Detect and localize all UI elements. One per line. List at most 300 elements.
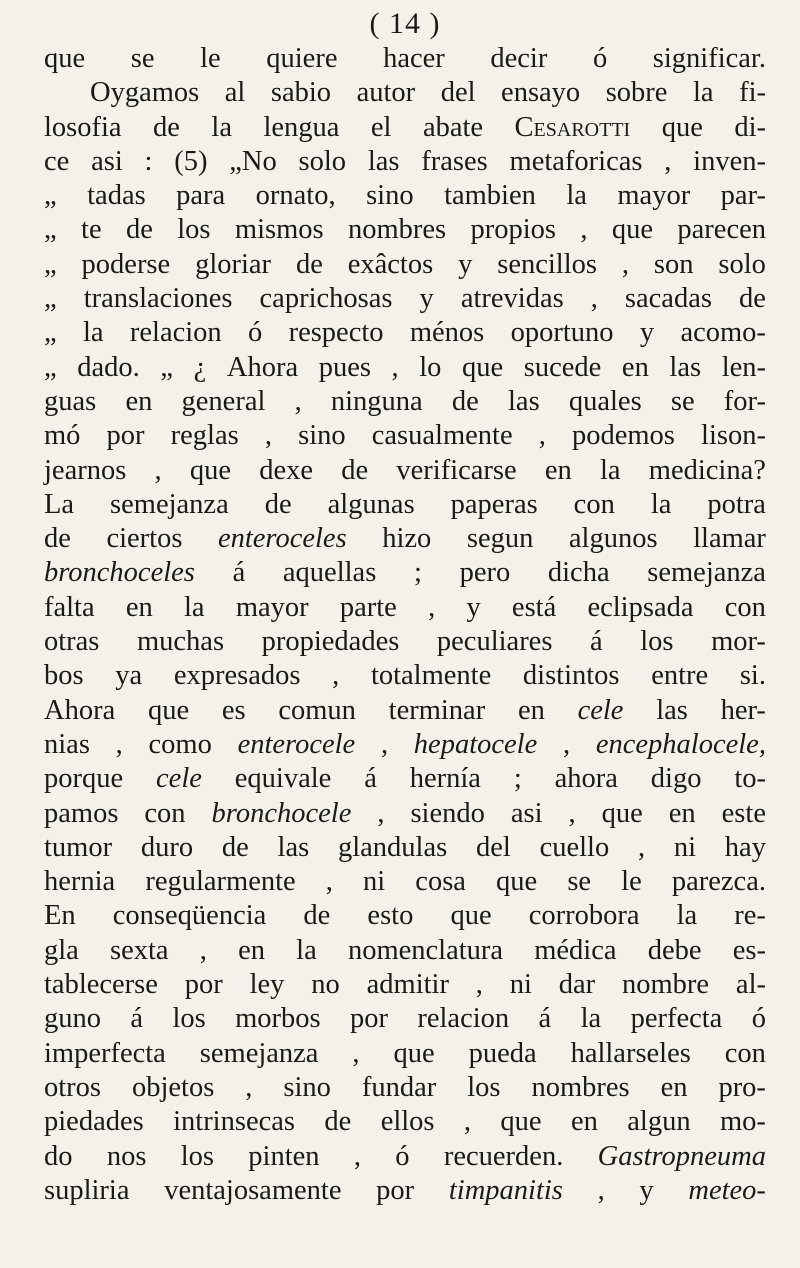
word: ,	[568, 797, 576, 829]
word: sino	[298, 420, 346, 452]
text-line	[44, 797, 766, 831]
word: jearnos	[44, 454, 127, 486]
word: las	[508, 385, 540, 417]
word: ,	[380, 728, 389, 760]
word: totalmente	[370, 660, 492, 692]
word: que	[147, 694, 190, 726]
word: conseqüencia	[112, 900, 267, 932]
word: ,	[332, 660, 340, 692]
word: los	[467, 1071, 501, 1103]
word: el	[370, 111, 392, 143]
word: nombres	[347, 214, 447, 246]
word: á	[590, 626, 603, 658]
word: sino	[366, 180, 414, 212]
word: en	[668, 797, 696, 829]
word: bronchocele	[211, 797, 352, 829]
text-line	[44, 762, 766, 796]
word: del	[475, 831, 511, 863]
word: nos	[106, 1140, 147, 1172]
word: expresados	[173, 660, 301, 692]
word: nombres	[531, 1071, 630, 1103]
word: relacion	[129, 317, 222, 349]
word: que	[450, 900, 492, 932]
word: ,	[377, 797, 385, 829]
word: para	[176, 180, 226, 212]
text-line	[44, 934, 766, 968]
word: hay	[724, 831, 766, 863]
word: dado.	[77, 351, 140, 383]
word: :	[144, 145, 153, 177]
word: á	[232, 557, 246, 589]
word: La	[44, 488, 75, 520]
word: solo	[298, 145, 347, 177]
word: en	[125, 591, 153, 623]
word: ,	[590, 283, 598, 315]
word: cele	[156, 763, 202, 795]
word: supliria	[44, 1174, 130, 1206]
word: gla	[44, 934, 79, 966]
word: medicina?	[648, 454, 766, 486]
word: hernia	[44, 866, 116, 898]
word: con	[144, 797, 186, 829]
word: parecen	[677, 214, 766, 246]
word: segun	[466, 523, 534, 555]
word: peculiares	[436, 626, 553, 658]
word: paperas	[450, 488, 538, 520]
word: y	[458, 248, 473, 280]
word: ,	[597, 1174, 605, 1206]
word: sino	[283, 1071, 331, 1103]
word: lo	[419, 351, 442, 383]
word: de	[739, 283, 766, 315]
word: que	[189, 454, 232, 486]
word: las	[656, 694, 688, 726]
word: fundar	[361, 1071, 437, 1103]
word: parezca.	[671, 866, 766, 898]
word: de	[341, 454, 369, 486]
word: hernía	[409, 763, 481, 795]
word: ,	[353, 1140, 361, 1172]
word: dexe	[259, 454, 314, 486]
word: le	[200, 43, 221, 74]
word: ,	[463, 1106, 472, 1138]
word: con	[724, 591, 766, 623]
word: gloriar	[195, 248, 272, 280]
word: abate	[422, 111, 484, 143]
page-number: ( 14 )	[369, 7, 441, 40]
word: la	[296, 934, 317, 966]
text-line	[44, 865, 766, 899]
word: se	[670, 385, 695, 417]
word: ;	[513, 763, 522, 795]
word: ,	[475, 969, 483, 1001]
text-line	[44, 694, 766, 728]
text-line	[44, 1071, 766, 1105]
word: „	[44, 351, 57, 383]
word: to-	[734, 763, 766, 795]
word: ménos	[409, 317, 485, 349]
word: ,	[294, 385, 302, 417]
word: con	[724, 1037, 766, 1069]
word: de	[44, 523, 71, 555]
text-line	[44, 248, 766, 282]
word: general	[181, 385, 266, 417]
word: ,	[538, 420, 546, 452]
word: Ahora	[226, 351, 299, 383]
word: ni	[509, 969, 532, 1001]
text-line	[44, 899, 766, 933]
word: fi-	[739, 77, 766, 109]
word: la	[650, 488, 672, 520]
word: está	[511, 591, 557, 623]
word: pues	[318, 351, 371, 383]
word: cuello	[539, 831, 610, 863]
word: tadas	[87, 180, 146, 212]
word: „No	[229, 145, 277, 177]
word: nias	[44, 728, 90, 760]
word: admitir	[366, 969, 449, 1001]
word: que	[611, 214, 654, 246]
word: nombre	[622, 969, 710, 1001]
text-line	[44, 282, 766, 316]
word: significar.	[652, 43, 766, 74]
word: llamar	[693, 523, 766, 555]
word: al-	[735, 969, 766, 1001]
body-text	[44, 42, 766, 1208]
word: otros	[44, 1071, 101, 1103]
word: los	[640, 626, 674, 658]
word: for-	[723, 385, 766, 417]
word: la	[184, 591, 205, 623]
text-line	[44, 488, 766, 522]
text-line	[44, 76, 766, 110]
word: en	[125, 385, 153, 417]
word: regularmente	[145, 866, 296, 898]
word: hacer	[383, 43, 445, 74]
text-line	[44, 1140, 766, 1174]
word: sucede	[523, 351, 602, 383]
word: decir	[490, 43, 548, 74]
word: pro-	[718, 1071, 766, 1103]
word: ó	[248, 317, 263, 349]
word: te	[81, 214, 102, 246]
text-line	[44, 316, 766, 350]
word: debe	[647, 934, 702, 966]
word: mor-	[711, 626, 766, 658]
word: en	[570, 1106, 598, 1138]
word: la	[566, 180, 587, 212]
word: pero	[459, 557, 511, 589]
word: bos	[44, 660, 84, 692]
word: de	[153, 111, 180, 143]
word: dar	[558, 969, 596, 1001]
word: ,	[664, 145, 672, 177]
word: piedades	[44, 1106, 144, 1138]
word: dicha	[547, 557, 610, 589]
word: sabio	[270, 77, 332, 109]
word: ,	[264, 420, 272, 452]
word: aquellas	[282, 557, 377, 589]
word: imperfecta	[44, 1037, 166, 1069]
text-line	[44, 1105, 766, 1139]
word: sobre	[605, 77, 668, 109]
word: las	[277, 831, 310, 863]
word: de	[324, 1106, 352, 1138]
word: la	[82, 317, 104, 349]
word: siendo	[410, 797, 485, 829]
word: intrinsecas	[173, 1106, 295, 1138]
text-line	[44, 522, 766, 556]
word: de	[221, 831, 249, 863]
word: ,	[352, 1037, 360, 1069]
word: ó	[395, 1140, 410, 1172]
word: ventajosamente	[164, 1174, 342, 1206]
word: á	[130, 1003, 144, 1035]
word: cele	[577, 694, 624, 726]
word: do	[44, 1140, 73, 1172]
text-line	[44, 419, 766, 453]
word: tablecerse	[44, 969, 158, 1001]
text-line	[44, 831, 766, 865]
word: los	[180, 1140, 214, 1172]
word: ,	[562, 728, 571, 760]
word: de	[125, 214, 153, 246]
word: frases	[421, 145, 488, 177]
word: ó	[751, 1003, 766, 1035]
word: que	[393, 1037, 435, 1069]
word: translaciones	[83, 283, 233, 315]
word: por	[376, 1174, 415, 1206]
text-line	[44, 659, 766, 693]
word: atrevidas	[460, 283, 564, 315]
word: algunos	[568, 523, 658, 555]
word: otras	[44, 626, 100, 658]
word: los	[177, 214, 211, 246]
word: cosa	[415, 866, 466, 898]
word: di-	[734, 111, 766, 143]
word: los	[172, 1003, 206, 1035]
word: la	[211, 111, 232, 143]
word: por	[349, 1003, 388, 1035]
word: mó	[44, 420, 81, 452]
word: entre	[651, 660, 709, 692]
word: pinten	[248, 1140, 320, 1172]
word: oportuno	[510, 317, 614, 349]
word: par-	[720, 180, 766, 212]
word: pamos	[44, 797, 119, 829]
text-line	[44, 968, 766, 1002]
word: meteo-	[688, 1174, 766, 1206]
word: en	[544, 454, 572, 486]
word: y	[639, 317, 655, 349]
word: nomenclatura	[347, 934, 504, 966]
word: timpanitis	[448, 1174, 563, 1206]
word: por	[106, 420, 145, 452]
word: con	[573, 488, 615, 520]
word: autor	[356, 77, 416, 109]
word: ya	[115, 660, 143, 692]
word: recuerden.	[443, 1140, 564, 1172]
word: corrobora	[528, 900, 640, 932]
word: objetos	[131, 1071, 215, 1103]
word: ,	[391, 351, 399, 383]
word: sencillos	[497, 248, 597, 280]
word: porque	[44, 763, 124, 795]
word: sexta	[110, 934, 169, 966]
word: Ahora	[44, 694, 116, 726]
word: ciertos	[106, 523, 183, 555]
word: que	[500, 1106, 542, 1138]
word: reglas	[170, 420, 239, 452]
word: son	[653, 248, 694, 280]
word: relacion	[417, 1003, 510, 1035]
word: her-	[720, 694, 766, 726]
text-line	[44, 556, 766, 590]
word: caprichosas	[259, 283, 393, 315]
text-line	[44, 145, 766, 179]
word: se	[567, 866, 592, 898]
word: la	[676, 900, 698, 932]
word: exâctos	[347, 248, 434, 280]
word: y	[466, 591, 481, 623]
word: ,	[580, 214, 588, 246]
word: por	[184, 969, 223, 1001]
text-line	[44, 111, 766, 145]
word: respecto	[288, 317, 384, 349]
word: (5)	[174, 145, 208, 177]
word: asi	[510, 797, 543, 829]
word: no	[311, 969, 340, 1001]
word: quiere	[266, 43, 338, 74]
word: se	[130, 43, 155, 74]
word: inven-	[693, 145, 766, 177]
word: que	[661, 111, 703, 143]
word: digo	[650, 763, 702, 795]
word: ,	[154, 454, 162, 486]
word: propios	[470, 214, 556, 246]
word: que	[601, 797, 643, 829]
word: la	[600, 454, 621, 486]
word: ó	[592, 43, 608, 74]
word: las	[367, 145, 400, 177]
word: en	[517, 694, 545, 726]
word: propiedades	[261, 626, 400, 658]
word: la	[692, 77, 714, 109]
word: ,	[621, 248, 629, 280]
word: es	[221, 694, 246, 726]
word: que	[462, 351, 504, 383]
word: „	[44, 248, 57, 280]
word: falta	[44, 591, 95, 623]
word: á	[538, 1003, 552, 1035]
word: al	[224, 77, 246, 109]
word: losofia	[44, 111, 122, 143]
word: „	[160, 351, 174, 383]
word: ensayo	[501, 77, 581, 109]
word: poderse	[81, 248, 171, 280]
word: sacadas	[624, 283, 712, 315]
word: ,	[428, 591, 436, 623]
word: perfecta	[630, 1003, 723, 1035]
word: esto	[367, 900, 414, 932]
word: es-	[732, 934, 766, 966]
word: terminar	[388, 694, 486, 726]
word: algun	[627, 1106, 691, 1138]
word: morbos	[235, 1003, 321, 1035]
word: ellos	[380, 1106, 435, 1138]
text-line	[44, 351, 766, 385]
word: en	[621, 351, 649, 383]
word: ornato,	[255, 180, 336, 212]
word: guas	[44, 385, 97, 417]
word: que	[44, 43, 86, 74]
word: solo	[718, 248, 766, 280]
word: enteroceles	[217, 523, 347, 555]
text-line	[44, 1002, 766, 1036]
word: de	[303, 900, 331, 932]
word: verificarse	[396, 454, 517, 486]
text-line	[44, 385, 766, 419]
word: podemos	[571, 420, 675, 452]
word: comun	[278, 694, 356, 726]
word: hizo	[382, 523, 432, 555]
text-line	[44, 179, 766, 213]
word: ce	[44, 145, 70, 177]
word: mismos	[234, 214, 324, 246]
word: asi	[91, 145, 123, 177]
word: ni	[673, 831, 697, 863]
text-line	[44, 1174, 766, 1208]
word: de	[295, 248, 323, 280]
word: len-	[721, 351, 766, 383]
word: que	[496, 866, 538, 898]
text-line	[44, 454, 766, 488]
word: y	[639, 1174, 654, 1206]
word: ,	[245, 1071, 253, 1103]
word: mayor	[617, 180, 691, 212]
word: lengua	[263, 111, 340, 143]
word: y	[419, 283, 434, 315]
text-line	[44, 625, 766, 659]
word: ninguna	[330, 385, 423, 417]
word: le	[621, 866, 642, 898]
word: ahora	[554, 763, 618, 795]
word: guno	[44, 1003, 101, 1035]
word: como	[148, 728, 212, 760]
word: tambien	[444, 180, 536, 212]
word: Cesarotti	[514, 111, 631, 143]
word: encephalocele,	[595, 728, 766, 760]
text-line	[44, 213, 766, 247]
word: semejanza	[110, 488, 229, 520]
word: ley	[249, 969, 285, 1001]
word: ;	[413, 557, 422, 589]
word: equivale	[234, 763, 332, 795]
word: parte	[339, 591, 397, 623]
word: algunas	[327, 488, 415, 520]
word: de	[451, 385, 479, 417]
word: ni	[363, 866, 386, 898]
word: metaforicas	[509, 145, 643, 177]
word: médica	[534, 934, 617, 966]
word: ,	[637, 831, 646, 863]
word: „	[44, 180, 57, 212]
word: potra	[707, 488, 766, 520]
word: este	[721, 797, 766, 829]
word: mo-	[719, 1106, 766, 1138]
word: eclipsada	[587, 591, 694, 623]
word: semejanza	[647, 557, 766, 589]
